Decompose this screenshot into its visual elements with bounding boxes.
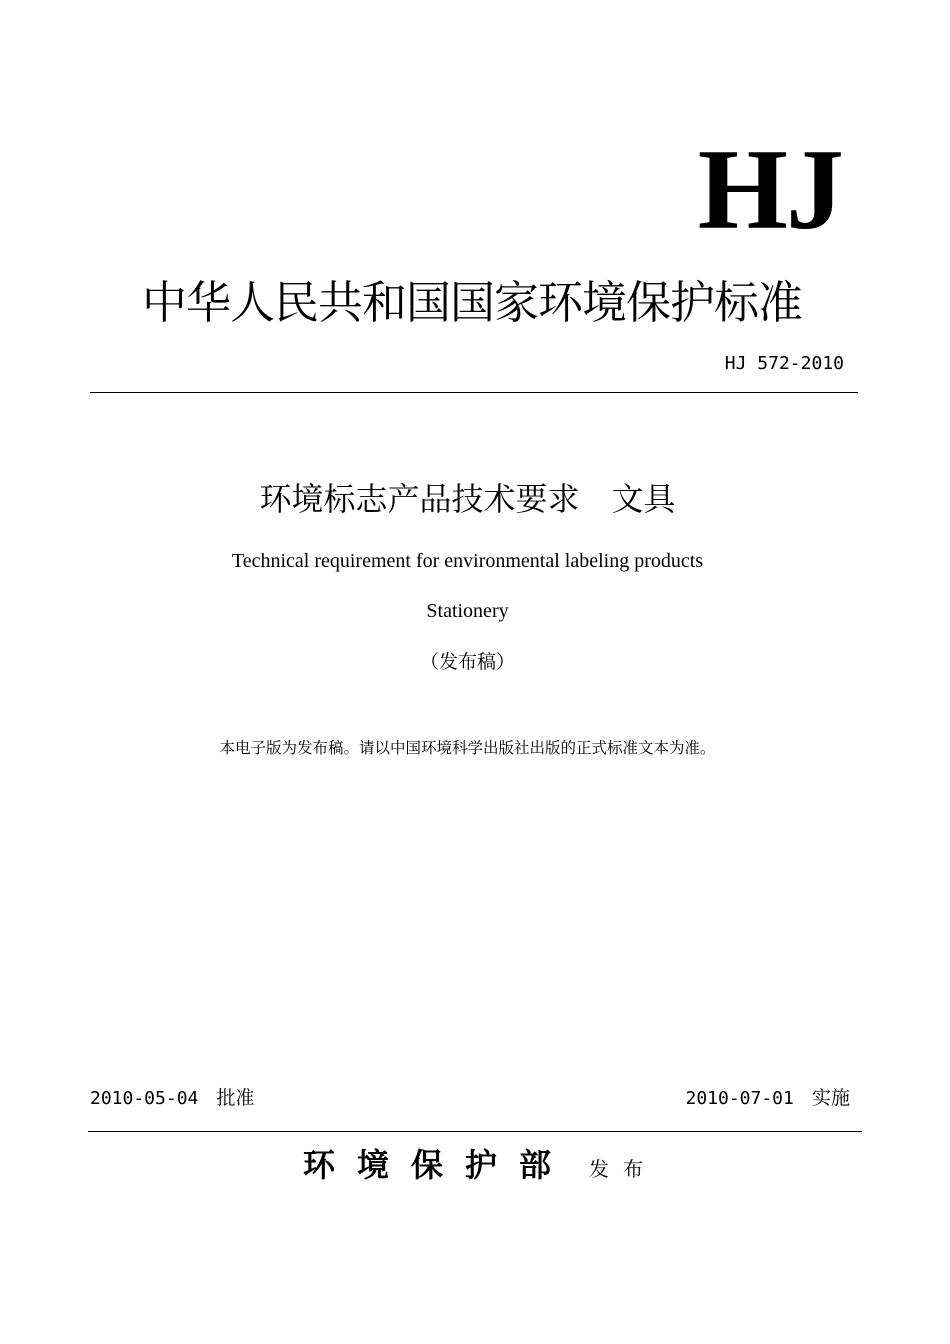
document-title-chinese: 环境标志产品技术要求 文具	[259, 480, 676, 518]
approval-row	[90, 1084, 255, 1113]
issuer-row	[303, 1143, 657, 1191]
draft-label: （发布稿）	[419, 651, 515, 673]
issuer-name: 环境保护部	[303, 1146, 574, 1184]
issue-label: 发布	[589, 1157, 658, 1181]
approval-label: 批准	[216, 1087, 255, 1109]
document-subtitle-english: Stationery	[426, 600, 509, 622]
hj-logo: HJ	[697, 126, 842, 254]
header-divider	[90, 392, 858, 393]
implementation-label: 实施	[811, 1087, 850, 1109]
implementation-row	[685, 1084, 850, 1113]
standard-number: HJ 572-2010	[724, 353, 844, 374]
document-title-english: Technical requirement for environmental labeling products	[231, 550, 704, 572]
footer-divider	[88, 1131, 862, 1132]
implementation-date: 2010-07-01	[685, 1088, 794, 1109]
approval-date: 2010-05-04	[90, 1088, 199, 1109]
publication-notice: 本电子版为发布稿。请以中国环境科学出版社出版的正式标准文本为准。	[219, 739, 716, 757]
national-standard-title: 中华人民共和国国家环境保护标准	[141, 276, 802, 329]
